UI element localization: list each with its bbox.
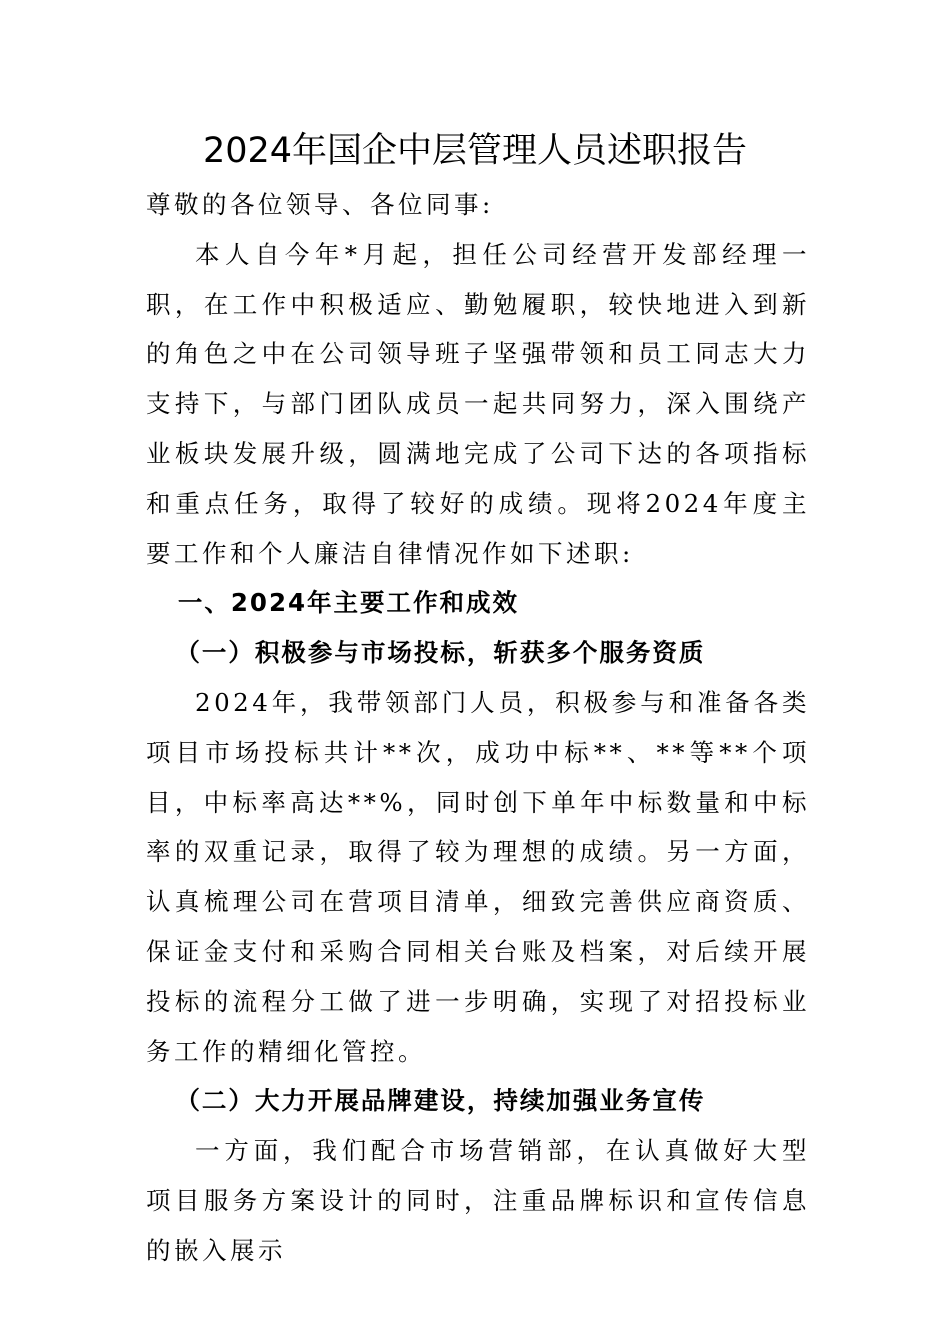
subsection-1-paragraph: 2024年，我带领部门人员，积极参与和准备各类项目市场投标共计**次，成功中标**、**等**个项目，中标率高达**%，同时创下单年中标数量和中标率的双重记录，取得了较为理想的成绩。另一方面，认真梳理公司在营项目清单，细致完善供应商资质、保证金支付和采购合同相关台账及档案，对后续开展投标的流程分工做了进一步明确，实现了对招投标业务工作的精细化管控。 bbox=[146, 687, 810, 1066]
intro-paragraph: 本人自今年*月起，担任公司经营开发部经理一职，在工作中积极适应、勤勉履职，较快地进入到新的角色之中在公司领导班子坚强带领和员工同志大力支持下，与部门团队成员一起共同努力，深入围绕产业板块发展升级，圆满地完成了公司下达的各项指标和重点任务，取得了较好的成绩。现将2024年度主要工作和个人廉洁自律情况作如下述职: bbox=[146, 239, 810, 568]
subsection-heading-1: （一）积极参与市场投标，斩获多个服务资质 bbox=[175, 638, 706, 668]
subsection-2-paragraph: 一方面，我们配合市场营销部，在认真做好大型项目服务方案设计的同时，注重品牌标识和宣传信息的嵌入展示 bbox=[146, 1136, 810, 1265]
subsection-heading-2: （二）大力开展品牌建设，持续加强业务宣传 bbox=[175, 1086, 706, 1116]
document-title: 2024年国企中层管理人员述职报告 bbox=[202, 131, 748, 171]
document-body bbox=[146, 180, 810, 1276]
section-heading-1: 一、2024年主要工作和成效 bbox=[177, 588, 520, 618]
salutation: 尊敬的各位领导、各位同事: bbox=[146, 190, 494, 219]
